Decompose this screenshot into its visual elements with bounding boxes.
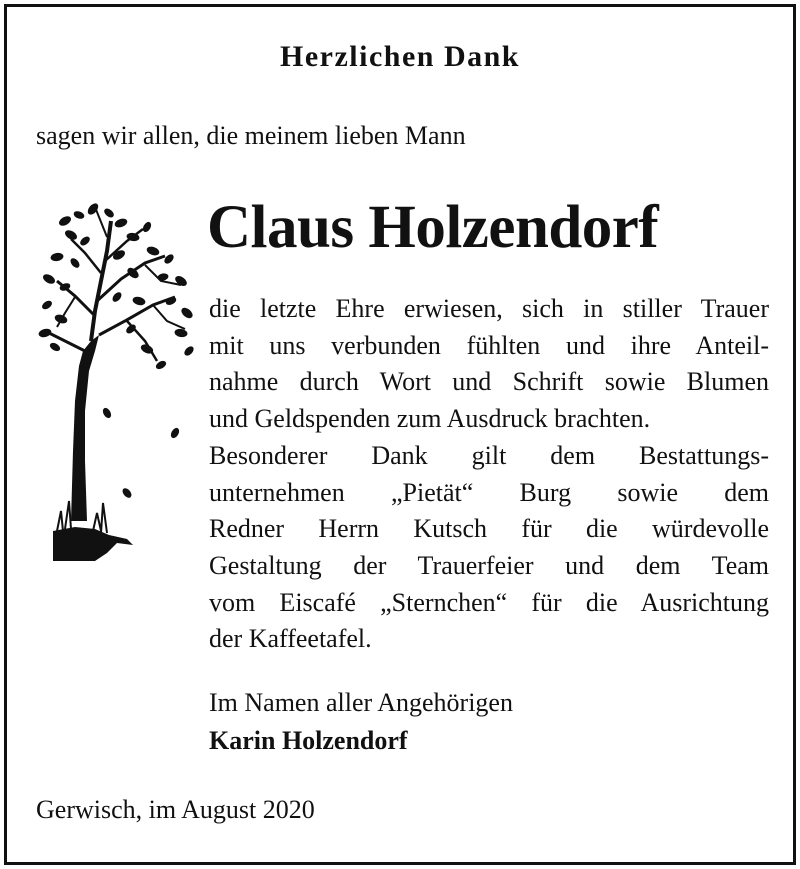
body-line: Besonderer Dank gilt dem Bestattungs-: [209, 440, 769, 470]
obituary-notice: [4, 4, 796, 865]
tree-icon: [35, 201, 195, 565]
body-line: die letzte Ehre erwiesen, sich in stiller Trauer: [209, 294, 769, 323]
signer-name: Karin Holzendorf: [209, 726, 408, 755]
body-line: Gestaltung der Trauerfeier und dem Team: [209, 550, 769, 580]
body-line: und Geldspenden zum Ausdruck brachten.: [209, 404, 651, 434]
signature-intro: Im Namen aller Angehörigen: [209, 688, 513, 717]
body-line: mit uns verbunden fühlten und ihre Anteil-: [209, 330, 769, 360]
body-text: [209, 291, 769, 658]
deceased-name: Claus Holzendorf: [207, 194, 659, 261]
notice-heading: Herzlichen Dank: [280, 40, 520, 73]
body-line: nahme durch Wort und Schrift sowie Blumen: [209, 367, 769, 397]
body-line: vom Eiscafé „Sternchen“ für die Ausrichtung: [209, 587, 769, 617]
body-line: unternehmen „Pietät“ Burg sowie dem: [209, 477, 769, 507]
body-line: der Kaffeetafel.: [209, 624, 372, 654]
place-date: Gerwisch, im August 2020: [36, 795, 315, 824]
body-line: Redner Herrn Kutsch für die würdevolle: [209, 514, 769, 544]
intro-line: sagen wir allen, die meinem lieben Mann: [36, 121, 466, 150]
